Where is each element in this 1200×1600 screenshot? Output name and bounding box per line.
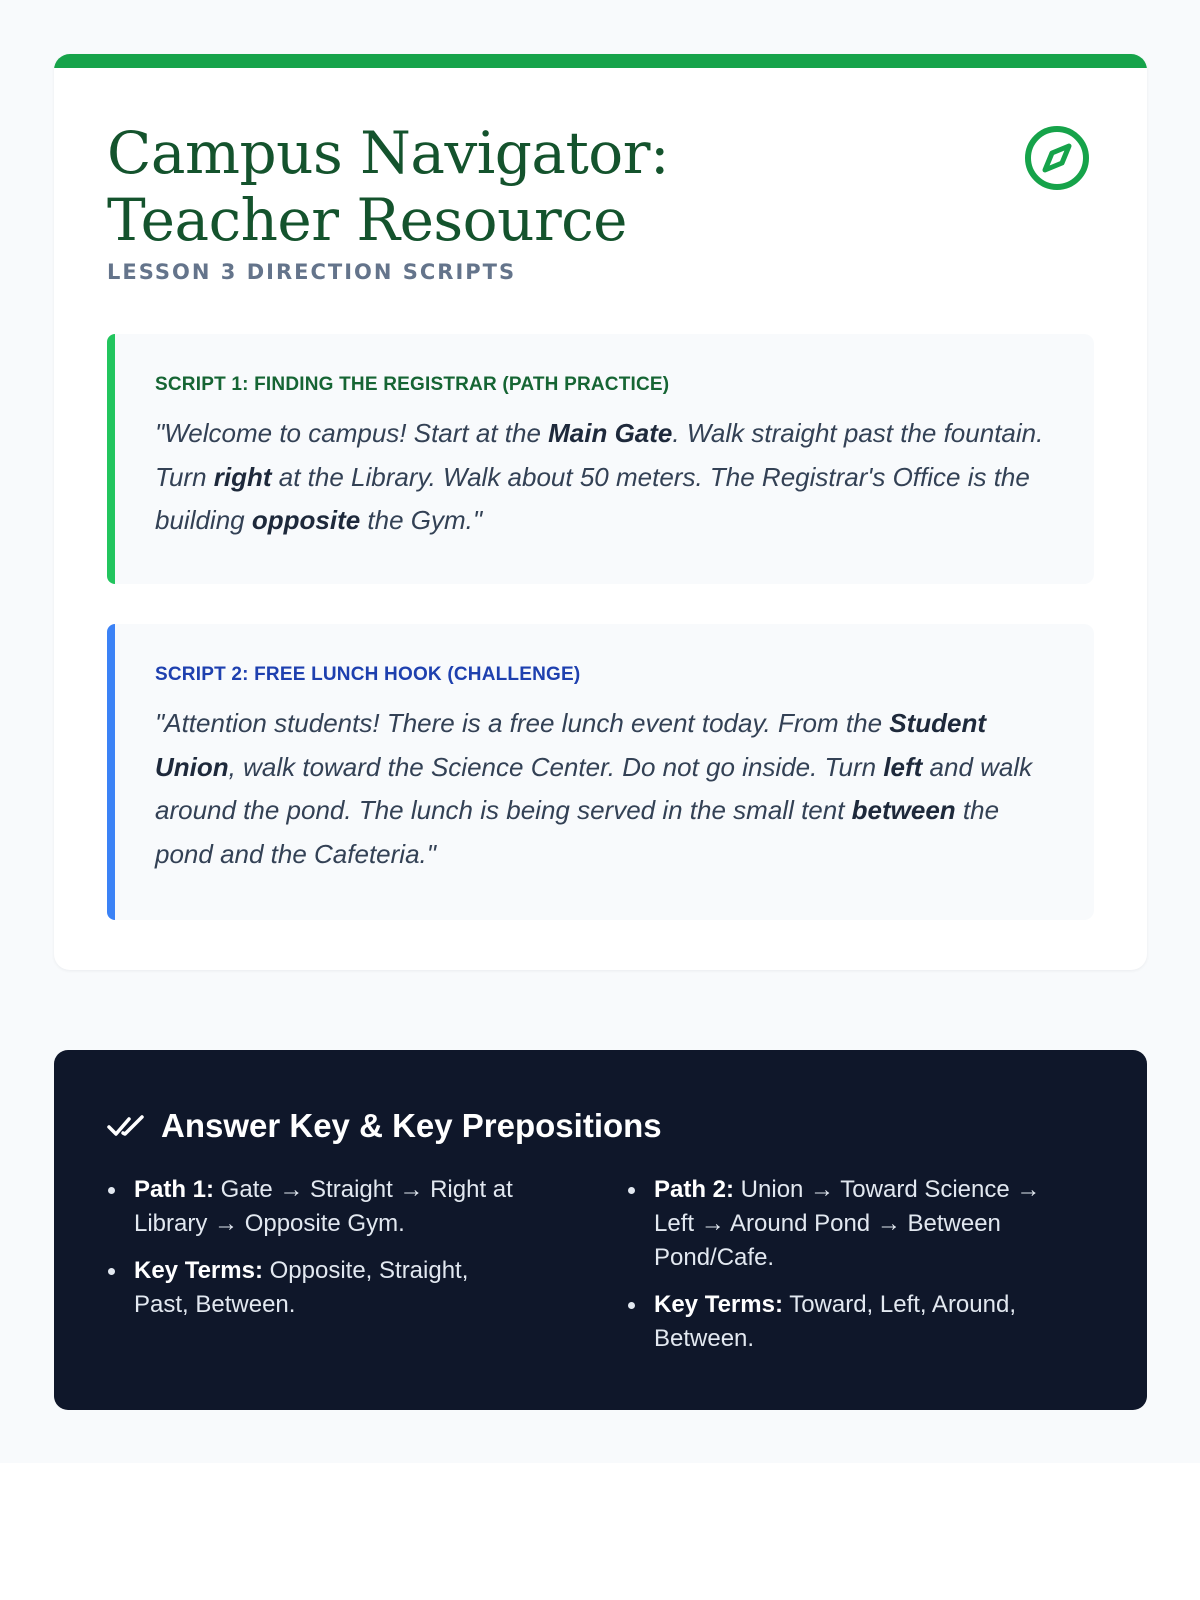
answer-item	[107, 1254, 527, 1322]
answer-item-label: Key Terms:	[654, 1291, 783, 1318]
answer-item-label: Key Terms:	[134, 1257, 263, 1284]
script-card-2	[107, 624, 1094, 920]
script-card-1	[107, 334, 1094, 584]
script-text-run: the Gym."	[360, 505, 483, 535]
answer-item-text: Gate → Straight → Right at Library → Opposite Gym.	[134, 1176, 513, 1237]
answer-key-panel	[54, 1050, 1147, 1410]
script-keyword: between	[851, 795, 956, 825]
answer-item-text: Union → Toward Science → Left → Around Pond → Between Pond/Cafe.	[654, 1176, 1041, 1271]
answer-column-right	[627, 1173, 1047, 1369]
answer-key-header	[107, 1107, 662, 1145]
answer-column-left	[107, 1173, 527, 1335]
answer-item-text: Toward, Left, Around, Between.	[654, 1291, 1016, 1352]
script-keyword: opposite	[251, 505, 361, 535]
compass-icon	[1023, 124, 1091, 192]
script-text-run: and walk around the pond. The lunch is being served in the small tent	[155, 751, 1033, 825]
answer-item-text: Opposite, Straight, Past, Between.	[134, 1257, 469, 1318]
script-label: SCRIPT 2: FREE LUNCH HOOK (CHALLENGE)	[155, 664, 581, 685]
answer-item	[627, 1288, 1047, 1356]
script-keyword: left	[883, 751, 923, 782]
script-keyword: Student Union	[155, 708, 987, 782]
page-title: Campus Navigator: Teacher Resource	[107, 119, 669, 254]
script-label: SCRIPT 1: FINDING THE REGISTRAR (PATH PRACTICE)	[155, 374, 670, 395]
resource-card	[54, 54, 1147, 970]
script-keyword: right	[213, 461, 272, 492]
answer-key-title: Answer Key & Key Prepositions	[161, 1107, 662, 1144]
script-text-run: "Attention students! There is a free lunch event today. From the	[155, 708, 890, 738]
script-keyword: Main Gate	[548, 418, 673, 448]
page-subtitle: LESSON 3 DIRECTION SCRIPTS	[107, 260, 517, 284]
answer-item-label: Path 2:	[654, 1176, 735, 1203]
script-text-run: . Walk straight past the fountain. Turn	[155, 418, 1044, 492]
script-text	[155, 412, 1054, 543]
script-text	[155, 702, 1054, 876]
answer-item	[627, 1173, 1047, 1275]
script-text-run: "Welcome to campus! Start at the	[155, 418, 549, 448]
script-text-run: at the Library. Walk about 50 meters. The Registrar's Office is the building	[155, 461, 1030, 535]
script-text-run: , walk toward the Science Center. Do not go inside. Turn	[228, 751, 884, 782]
double-check-icon	[107, 1112, 147, 1140]
card-accent-bar	[54, 54, 1147, 68]
script-text-run: the pond and the Cafeteria."	[155, 795, 1000, 869]
answer-item-label: Path 1:	[134, 1176, 215, 1203]
answer-item	[107, 1173, 527, 1241]
